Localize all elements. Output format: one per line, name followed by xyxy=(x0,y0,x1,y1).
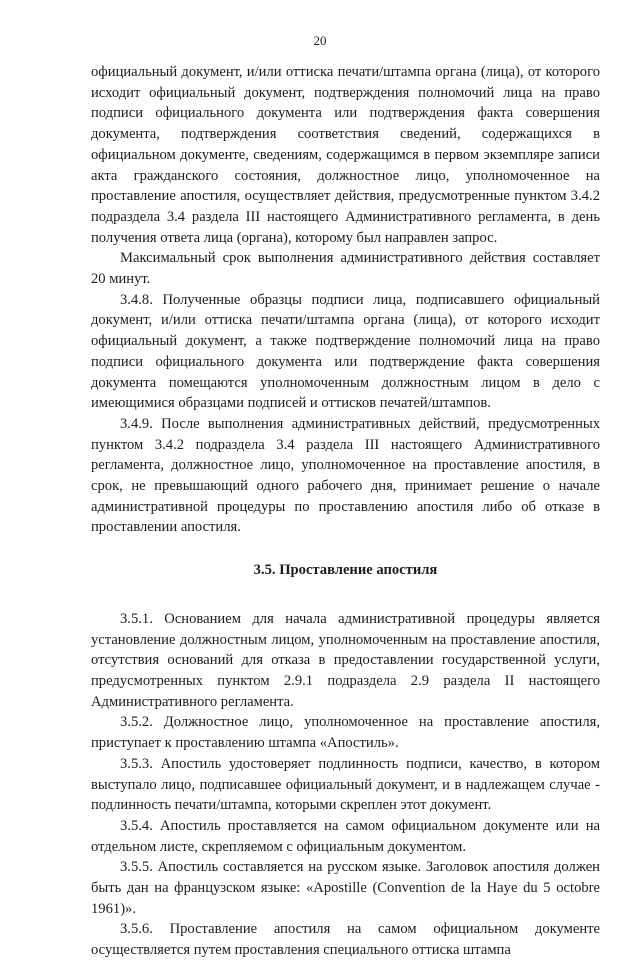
paragraph: 3.5.6. Проставление апостиля на самом официальном документе осуществляется путем проставления специального оттиска штампа xyxy=(91,921,600,959)
paragraph: 3.4.8. Полученные образцы подписи лица, подписавшего официальный документ, и/или оттиска печати/штампа органа (лица), от которого исходит официальный документ, а также подтверждение полномочий лица на право подписи официального документа или подтверждение факта совершения документа помещаются уполномоченным должностным лицом в дело с имеющимися образцами подписей и оттисков печатей/штампов. xyxy=(91,291,600,412)
section-heading: 3.5. Проставление апостиля xyxy=(253,562,438,579)
paragraph: 3.5.5. Апостиль составляется на русском языке. Заголовок апостиля должен быть дан на французском языке: «Apostille (Convention de la Haye du 5 octobre 1961)». xyxy=(91,859,600,917)
paragraph: официальный документ, и/или оттиска печати/штампа органа (лица), от которого исходит официальный документ, подтверждения полномочий лица на право подписи официального документа или подтверждения факта совершения документа, подтверждения соответствия сведений, содержащихся в официальном документе, сведениям, содержащимся в первом экземпляре записи акта гражданского состояния, должностное лицо, уполномоченное на проставление апостиля, осуществляет действия, предусмотренные пунктом 3.4.2 подраздела 3.4 раздела III настоящего Административного регламента, в день получения ответа лица (органа), которому был направлен запрос. xyxy=(91,64,600,246)
page-number: 20 xyxy=(313,33,327,48)
document-body xyxy=(91,62,600,961)
paragraph: 3.4.9. После выполнения административных действий, предусмотренных пунктом 3.4.2 подраздела 3.4 раздела III настоящего Административного регламента, должностное лицо, уполномоченное на проставление апостиля, в срок, не превышающий одного рабочего дня, принимает решение о начале административной процедуры по проставлению апостиля либо об отказе в проставлении апостиля. xyxy=(91,415,600,536)
paragraph: Максимальный срок выполнения административного действия составляет 20 минут. xyxy=(91,250,600,288)
paragraph: 3.5.2. Должностное лицо, уполномоченное на проставление апостиля, приступает к проставлению штампа «Апостиль». xyxy=(91,714,600,752)
paragraphs-before xyxy=(91,62,600,538)
paragraph: 3.5.1. Основанием для начала административной процедуры является установление должностным лицом, уполномоченным на проставление апостиля, отсутствия оснований для отказа в предоставлении государственной услуги, предусмотренных пунктом 2.9.1 подраздела 2.9 раздела II настоящего Административного регламента. xyxy=(91,610,600,710)
paragraph: 3.5.4. Апостиль проставляется на самом официальном документе или на отдельном листе, скрепляемом с официальным документом. xyxy=(91,817,600,855)
paragraph: 3.5.3. Апостиль удостоверяет подлинность подписи, качество, в котором выступало лицо, подписавшее официальный документ, и в надлежащем случае - подлинность печати/штампа, которыми скреплен этот документ. xyxy=(91,755,600,814)
paragraphs-after xyxy=(91,609,600,961)
